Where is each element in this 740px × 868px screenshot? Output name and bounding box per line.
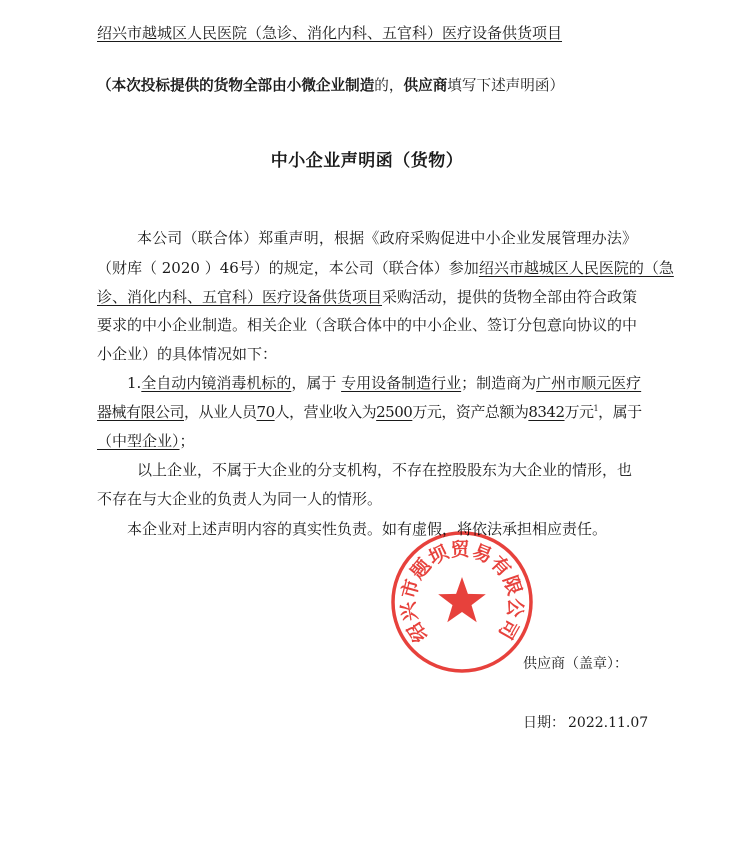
project-name-part-1: 绍兴市越城区人民医院的（急 (478, 259, 674, 277)
seal-star-icon (438, 577, 486, 622)
declaration-line-1: 本公司（联合体）郑重声明，根据《政府采购促进中小企业发展管理办法》 (137, 229, 637, 247)
goods-name: 全自动内镜消毒机标的 (141, 374, 292, 392)
instruction-bold-part-2: 供应商 (403, 77, 448, 94)
text-employees: ，从业人员 (184, 403, 257, 421)
text-manufacturer: ；制造商为 (461, 374, 537, 392)
instruction-note (97, 76, 571, 96)
text-assets: 万元，资产总额为 (412, 403, 529, 421)
document-title: 中小企业声明函（货物） (270, 151, 464, 171)
date-line (523, 713, 648, 733)
seal-text: 绍兴市题坝贸易有限公司 (397, 538, 527, 647)
industry-name: 专用设备制造行业 (341, 374, 462, 392)
manufacturer-name-part-2: 器械有限公司 (97, 403, 185, 421)
declaration-line-3 (97, 287, 637, 307)
item-end-mark: ； (179, 432, 195, 450)
supplier-stamp-label: 供应商（盖章）： (523, 656, 628, 672)
employee-count: 70 (256, 403, 275, 421)
enterprise-item-line-3 (97, 431, 195, 451)
date-value: 2022.11.07 (568, 715, 649, 731)
assets-value: 8342 (528, 403, 565, 421)
footnote-mark: 1 (593, 404, 599, 413)
declaration-line-2-text: （财库（ 2020 ）46号）的规定，本公司（联合体）参加 (97, 259, 479, 277)
statement-line-1: 以上企业，不属于大企业的分支机构，不存在控股股东为大企业的情形，也 (137, 461, 633, 479)
text-revenue: 人，营业收入为 (274, 403, 377, 421)
responsibility-statement: 本企业对上述声明内容的真实性负责。如有虚假，将依法承担相应责任。 (127, 520, 608, 538)
enterprise-type: （中型企业） (97, 432, 180, 450)
instruction-text-part-1: 的， (374, 77, 404, 94)
project-title-header: 绍兴市越城区人民医院（急诊、消化内科、五官科）医疗设备供货项目 (97, 24, 563, 42)
enterprise-item-line-2 (97, 402, 642, 422)
manufacturer-name-part-1: 广州市顺元医疗 (536, 374, 642, 392)
text-belongs: ，属于 (291, 374, 342, 392)
seal-ring (393, 533, 531, 671)
text-type: ，属于 (598, 403, 642, 421)
revenue-value: 2500 (376, 403, 413, 421)
project-name-part-2: 诊、消化内科、五官科）医疗设备供货项目 (97, 288, 383, 306)
assets-unit: 万元 (564, 403, 594, 421)
declaration-line-3-text: 采购活动，提供的货物全部由符合政策 (382, 288, 638, 306)
seal-lettering (397, 539, 527, 647)
item-number: 1. (127, 374, 142, 392)
statement-line-2: 不存在与大企业的负责人为同一人的情形。 (97, 490, 383, 508)
declaration-line-2 (97, 258, 674, 278)
instruction-text-part-2: 填写下述声明函） (447, 77, 565, 94)
declaration-line-4: 要求的中小企业制造。相关企业（含联合体中的中小企业、签订分包意向协议的中 (97, 316, 638, 334)
instruction-bold-part-1: （本次投标提供的货物全部由小微企业制造 (97, 77, 375, 94)
declaration-line-5: 小企业）的具体情况如下： (97, 345, 278, 363)
date-label: 日期： (523, 715, 565, 731)
enterprise-item-line-1 (127, 373, 642, 393)
